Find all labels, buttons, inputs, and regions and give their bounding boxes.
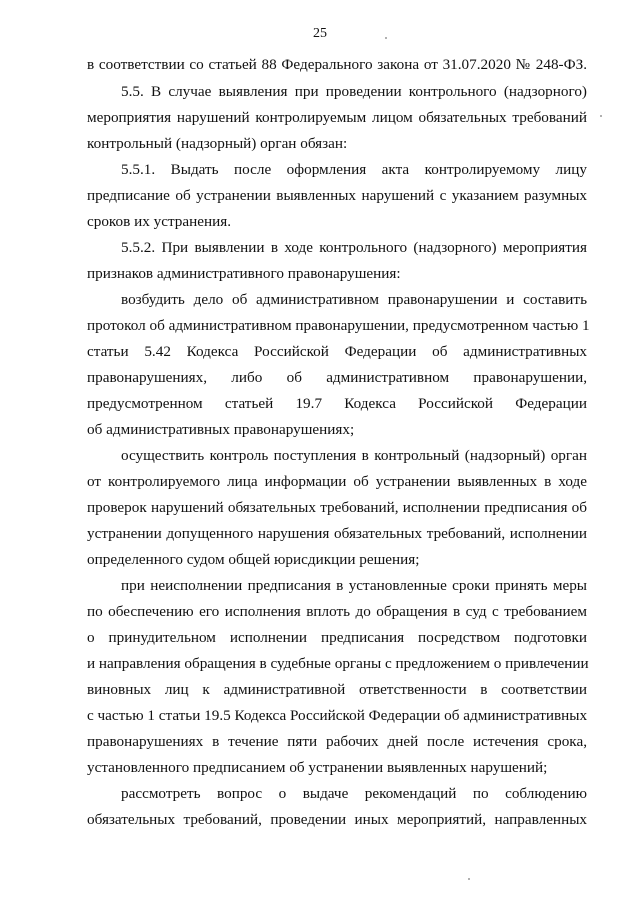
text-line: обязательных требований, проведении иных мероприятий, направленных (87, 811, 587, 828)
text-line: в соответствии со статьей 88 Федерального закона от 31.07.2020 № 248-ФЗ. (87, 56, 587, 73)
text-line: осуществить контроль поступления в контрольный (надзорный) орган (121, 447, 587, 464)
text-line: о принудительном исполнении предписания посредством подготовки (87, 629, 587, 646)
text-line: возбудить дело об административном правонарушении и составить (121, 291, 587, 308)
text-line: от контролируемого лица информации об устранении выявленных в ходе (87, 473, 587, 490)
text-line: протокол об административном правонарушении, предусмотренном частью 1 (87, 317, 590, 334)
text-line: 5.5. В случае выявления при проведении контрольного (надзорного) (121, 83, 587, 100)
text-line: установленного предписанием об устранении выявленных нарушений; (87, 759, 548, 776)
text-line: предусмотренном статьей 19.7 Кодекса Российской Федерации (87, 395, 587, 412)
text-line: мероприятия нарушений контролируемым лицом обязательных требований (87, 109, 587, 126)
text-line: правонарушениях в течение пяти рабочих дней после истечения срока, (87, 733, 587, 750)
text-line: определенного судом общей юрисдикции решения; (87, 551, 420, 568)
text-line: устранении допущенного нарушения обязательных требований, исполнении (87, 525, 587, 542)
text-line: признаков административного правонарушения: (87, 265, 401, 282)
text-line: проверок нарушений обязательных требований, исполнении предписания об (87, 499, 587, 516)
text-line: по обеспечению его исполнения вплоть до обращения в суд с требованием (87, 603, 587, 620)
page-number: 25 (313, 26, 327, 41)
text-line: виновных лиц к административной ответственности в соответствии (87, 681, 587, 698)
text-line: 5.5.2. При выявлении в ходе контрольного (надзорного) мероприятия (121, 239, 587, 256)
text-line: правонарушениях, либо об административном правонарушении, (87, 369, 587, 386)
text-line: статьи 5.42 Кодекса Российской Федерации об административных (87, 343, 587, 360)
scan-speck (385, 37, 387, 39)
text-line: контрольный (надзорный) орган обязан: (87, 135, 348, 152)
scan-speck (468, 878, 470, 880)
text-line: 5.5.1. Выдать после оформления акта контролируемому лицу (121, 161, 587, 178)
scan-speck (600, 115, 602, 117)
text-line: с частью 1 статьи 19.5 Кодекса Российской Федерации об административных (87, 707, 588, 724)
text-line: предписание об устранении выявленных нарушений с указанием разумных (87, 187, 587, 204)
text-line: сроков их устранения. (87, 213, 232, 230)
text-line: об административных правонарушениях; (87, 421, 355, 438)
text-line: при неисполнении предписания в установленные сроки принять меры (121, 577, 587, 594)
text-line: и направления обращения в судебные органы с предложением о привлечении (87, 655, 589, 672)
text-line: рассмотреть вопрос о выдаче рекомендаций по соблюдению (121, 785, 587, 802)
